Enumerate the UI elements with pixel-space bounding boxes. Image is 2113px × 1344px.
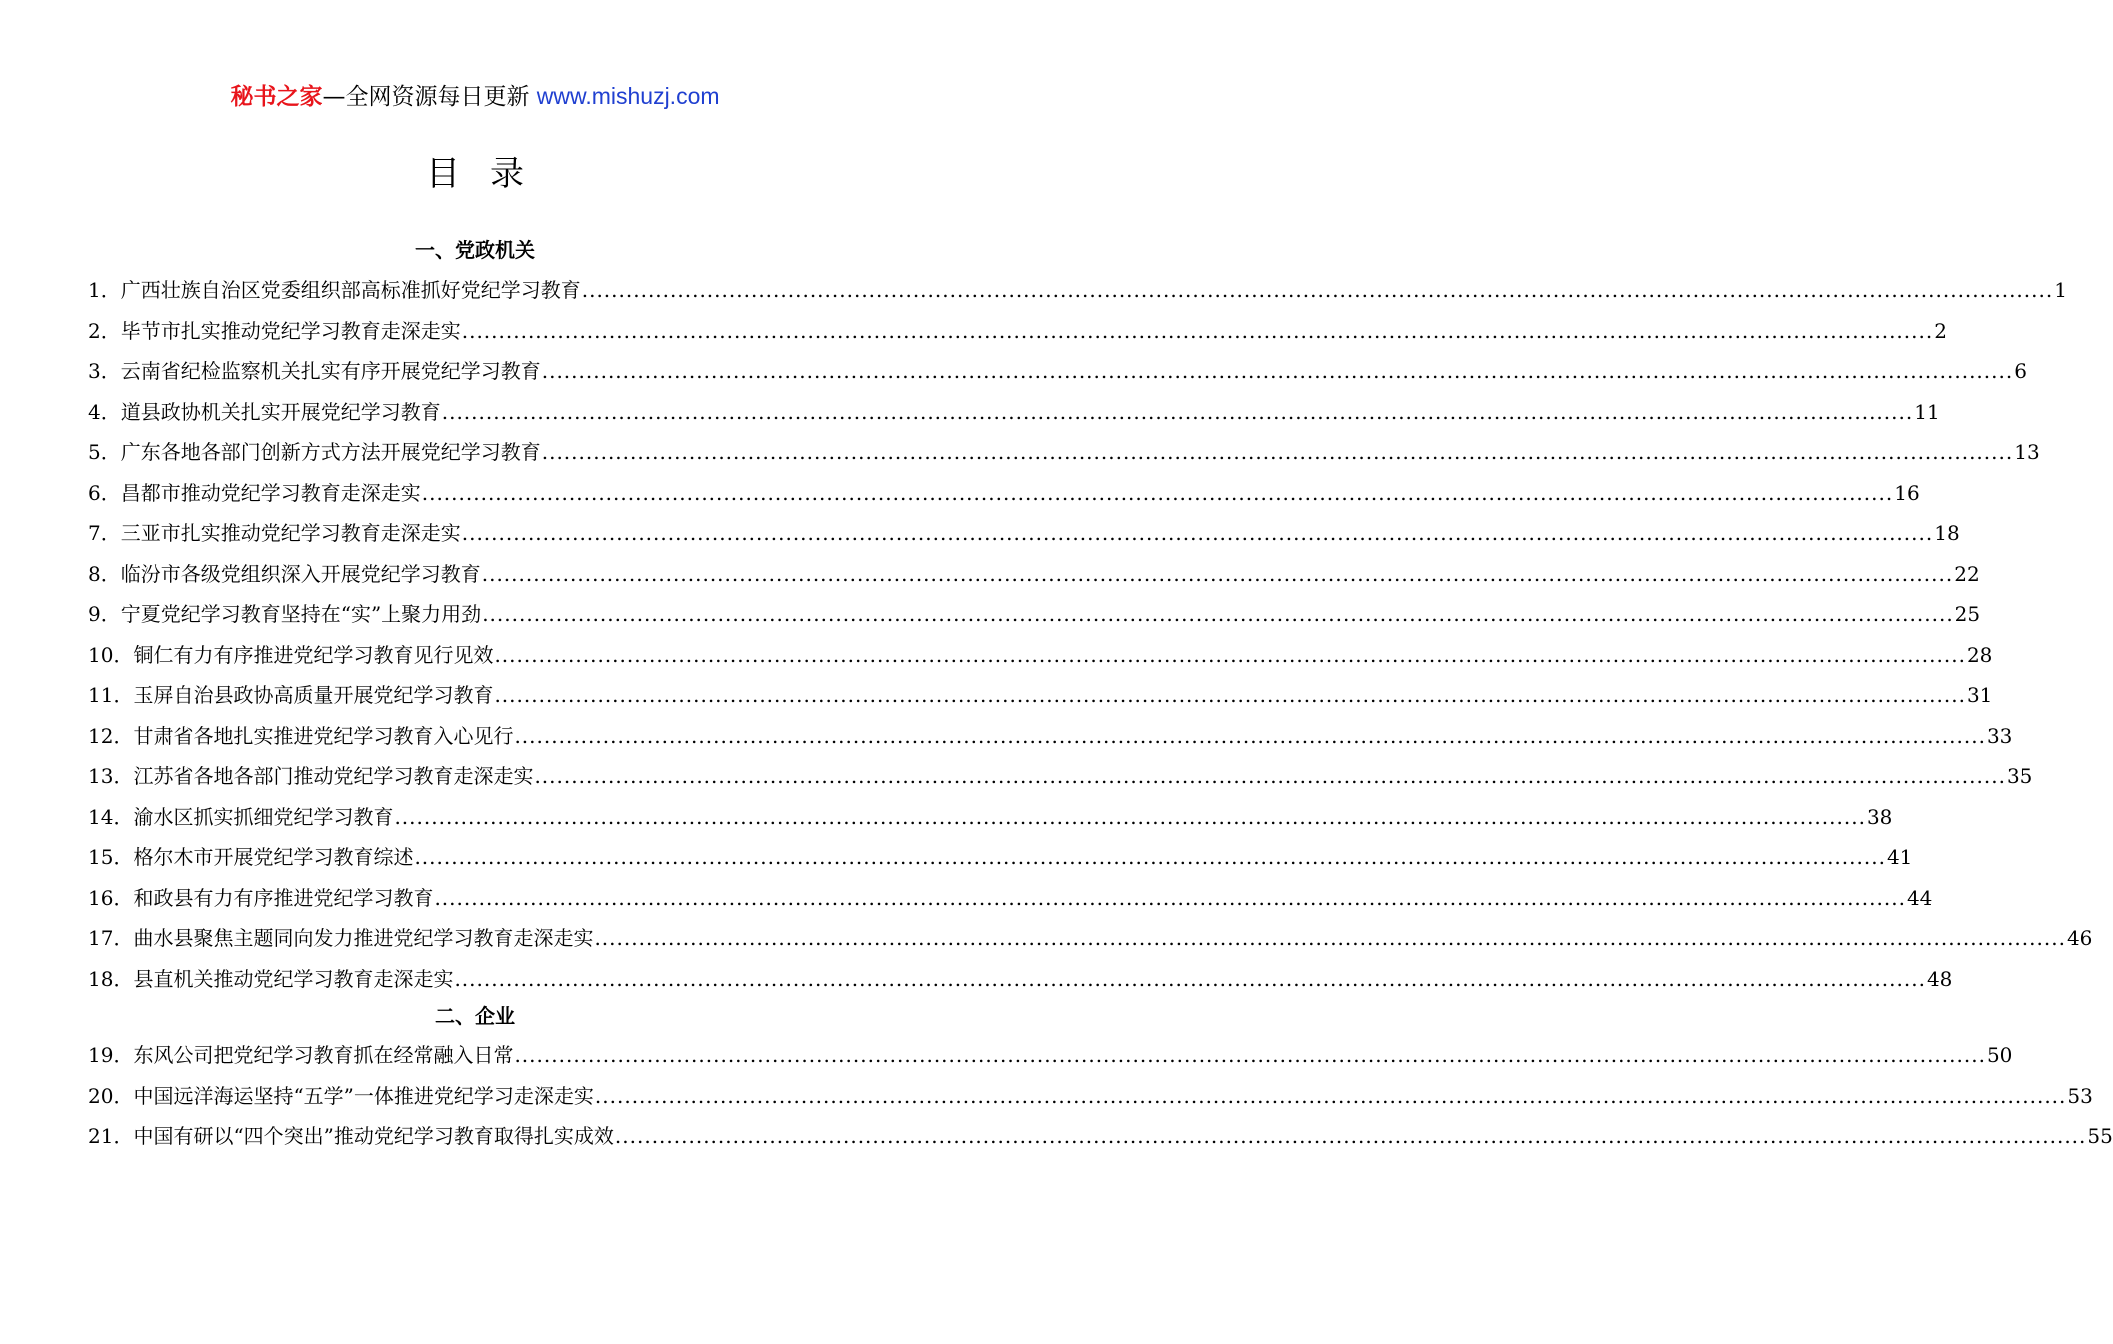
toc-entry[interactable]	[88, 883, 1933, 913]
toc-entry-title: 东风公司把党纪学习教育抓在经常融入日常	[133, 1043, 514, 1067]
toc-entry-title: 临汾市各级党组织深入开展党纪学习教育	[120, 561, 481, 586]
toc-entry-title: 中国远洋海运坚持“五学”一体推进党纪学习走深走实	[133, 1083, 594, 1108]
toc-entry-title: 宁夏党纪学习教育坚持在“实”上聚力用劲	[120, 602, 482, 626]
toc-entry[interactable]	[88, 761, 2033, 791]
toc-dot-leader: ........................................................................................................................................................................................................	[494, 642, 1966, 667]
toc-entry-number: 21．	[88, 1124, 134, 1148]
toc-entry-title: 玉屏自治县政协高质量开展党纪学习教育	[133, 683, 494, 707]
toc-dot-leader: ........................................................................................................................................................................................................	[514, 1043, 1986, 1067]
toc-entry-number: 17．	[88, 926, 134, 950]
toc-entry[interactable]	[88, 437, 2040, 467]
toc-entry-number: 11．	[88, 683, 134, 707]
toc-entry-title: 铜仁有力有序推进党纪学习教育见行见效	[133, 642, 494, 667]
toc-entry[interactable]	[88, 1121, 2113, 1151]
toc-entry[interactable]	[88, 1081, 2093, 1111]
toc-entry-page-number: 33	[1986, 723, 2013, 748]
page-title: 目录	[426, 154, 554, 194]
toc-entry-title: 江苏省各地各部门推动党纪学习教育走深走实	[133, 764, 534, 788]
toc-entry-number: 18．	[88, 966, 134, 991]
site-url-link[interactable]: www.mishuzj.com	[536, 83, 720, 109]
toc-dot-leader: ........................................................................................................................................................................................................	[461, 521, 1934, 545]
toc-entry[interactable]	[88, 356, 2027, 386]
toc-entry[interactable]	[88, 559, 1980, 589]
toc-entry-page-number: 53	[2067, 1083, 2093, 1108]
toc-entry-number: 7．	[88, 521, 121, 545]
toc-entry-page-number: 46	[2066, 926, 2093, 950]
toc-entry-page-number: 13	[2014, 440, 2040, 464]
toc-dot-leader: ........................................................................................................................................................................................................	[534, 764, 2006, 788]
toc-dot-leader: ........................................................................................................................................................................................................	[481, 561, 1954, 586]
toc-entry-page-number: 25	[1954, 602, 1981, 626]
toc-entry[interactable]	[88, 640, 1993, 670]
toc-entry-page-number: 1	[2054, 278, 2067, 302]
toc-entry-number: 15．	[88, 845, 134, 869]
toc-entry[interactable]	[88, 802, 1893, 832]
toc-dot-leader: ........................................................................................................................................................................................................	[414, 845, 1886, 869]
toc-dot-leader: ........................................................................................................................................................................................................	[461, 318, 1934, 343]
toc-dot-leader: ........................................................................................................................................................................................................	[594, 926, 2066, 950]
toc-entry-number: 13．	[88, 764, 134, 788]
toc-dot-leader: ........................................................................................................................................................................................................	[441, 399, 1914, 424]
toc-entry-title: 广西壮族自治区党委组织部高标准抓好党纪学习教育	[120, 278, 581, 302]
toc-entry-title: 曲水县聚焦主题同向发力推进党纪学习教育走深走实	[133, 926, 594, 950]
toc-entry-page-number: 48	[1926, 966, 1953, 991]
toc-dot-leader: ........................................................................................................................................................................................................	[454, 966, 1926, 991]
toc-entry[interactable]	[88, 316, 1947, 346]
toc-entry-page-number: 16	[1894, 480, 1920, 505]
toc-entry[interactable]	[88, 964, 1953, 994]
toc-entry-title: 中国有研以“四个突出”推动党纪学习教育取得扎实成效	[133, 1124, 614, 1148]
toc-entry[interactable]	[88, 680, 1993, 710]
toc-entry[interactable]	[88, 518, 1960, 548]
toc-entry-title: 广东各地各部门创新方式方法开展党纪学习教育	[120, 440, 541, 464]
toc-dot-leader: ........................................................................................................................................................................................................	[594, 1083, 2067, 1108]
toc-dot-leader: ........................................................................................................................................................................................................	[482, 602, 1954, 626]
toc-dot-leader: ........................................................................................................................................................................................................	[394, 804, 1866, 829]
brand-name: 秘书之家	[230, 84, 323, 110]
section-heading: 二、企业	[435, 1004, 515, 1028]
toc-entry-page-number: 6	[2014, 359, 2027, 383]
toc-dot-leader: ........................................................................................................................................................................................................	[541, 359, 2014, 383]
toc-entry-title: 道县政协机关扎实开展党纪学习教育	[120, 399, 441, 424]
toc-dot-leader: ........................................................................................................................................................................................................	[434, 885, 1906, 910]
toc-entry-page-number: 31	[1966, 683, 1993, 707]
toc-entry-title: 云南省纪检监察机关扎实有序开展党纪学习教育	[120, 359, 541, 383]
toc-entry-number: 6．	[88, 480, 121, 505]
toc-entry-page-number: 41	[1886, 845, 1913, 869]
toc-dot-leader: ........................................................................................................................................................................................................	[581, 278, 2054, 302]
toc-entry-title: 渝水区抓实抓细党纪学习教育	[133, 804, 394, 829]
toc-entry[interactable]	[88, 275, 2067, 305]
toc-entry[interactable]	[88, 842, 1913, 872]
toc-entry-page-number: 2	[1934, 318, 1947, 343]
toc-entry-title: 毕节市扎实推动党纪学习教育走深走实	[120, 318, 461, 343]
toc-entry[interactable]	[88, 599, 1981, 629]
toc-entry-number: 10．	[88, 642, 134, 667]
toc-entry-number: 16．	[88, 885, 134, 910]
toc-entry-number: 3．	[88, 359, 121, 383]
toc-entry[interactable]	[88, 1040, 2013, 1070]
toc-entry-number: 12．	[88, 723, 134, 748]
toc-entry-page-number: 18	[1934, 521, 1960, 545]
toc-entry[interactable]	[88, 397, 1940, 427]
toc-entry-number: 2．	[88, 318, 121, 343]
toc-dot-leader: ........................................................................................................................................................................................................	[541, 440, 2014, 464]
toc-entry-page-number: 50	[1986, 1043, 2013, 1067]
toc-entry-title: 三亚市扎实推动党纪学习教育走深走实	[120, 521, 461, 545]
banner-slogan: —全网资源每日更新	[322, 84, 530, 110]
toc-entry-number: 14．	[88, 804, 134, 829]
toc-dot-leader: ........................................................................................................................................................................................................	[514, 723, 1986, 748]
toc-entry-page-number: 22	[1954, 561, 1980, 586]
toc-entry-number: 20．	[88, 1083, 134, 1108]
toc-entry-title: 县直机关推动党纪学习教育走深走实	[133, 966, 454, 991]
toc-entry-number: 4．	[88, 399, 121, 424]
toc-entry-title: 和政县有力有序推进党纪学习教育	[133, 885, 434, 910]
toc-dot-leader: ........................................................................................................................................................................................................	[494, 683, 1966, 707]
toc-entry-title: 甘肃省各地扎实推进党纪学习教育入心见行	[133, 723, 514, 748]
toc-entry-page-number: 11	[1914, 399, 1940, 424]
toc-entry-number: 19．	[88, 1043, 134, 1067]
section-heading: 一、党政机关	[415, 238, 535, 262]
toc-dot-leader: ........................................................................................................................................................................................................	[614, 1124, 2087, 1148]
toc-dot-leader: ........................................................................................................................................................................................................	[421, 480, 1894, 505]
toc-entry[interactable]	[88, 478, 1920, 508]
toc-entry-page-number: 28	[1966, 642, 1993, 667]
toc-entry-number: 8．	[88, 561, 121, 586]
toc-entry-page-number: 35	[2006, 764, 2033, 788]
toc-entry-number: 1．	[88, 278, 121, 302]
toc-entry-page-number: 55	[2087, 1124, 2113, 1148]
toc-entry-page-number: 44	[1906, 885, 1933, 910]
toc-entry-number: 5．	[88, 440, 121, 464]
toc-entry-title: 昌都市推动党纪学习教育走深走实	[120, 480, 421, 505]
toc-entry[interactable]	[88, 721, 2013, 751]
toc-entry[interactable]	[88, 923, 2093, 953]
toc-entry-page-number: 38	[1866, 804, 1893, 829]
toc-entry-title: 格尔木市开展党纪学习教育综述	[133, 845, 414, 869]
site-banner	[0, 80, 950, 113]
toc-entry-number: 9．	[88, 602, 121, 626]
